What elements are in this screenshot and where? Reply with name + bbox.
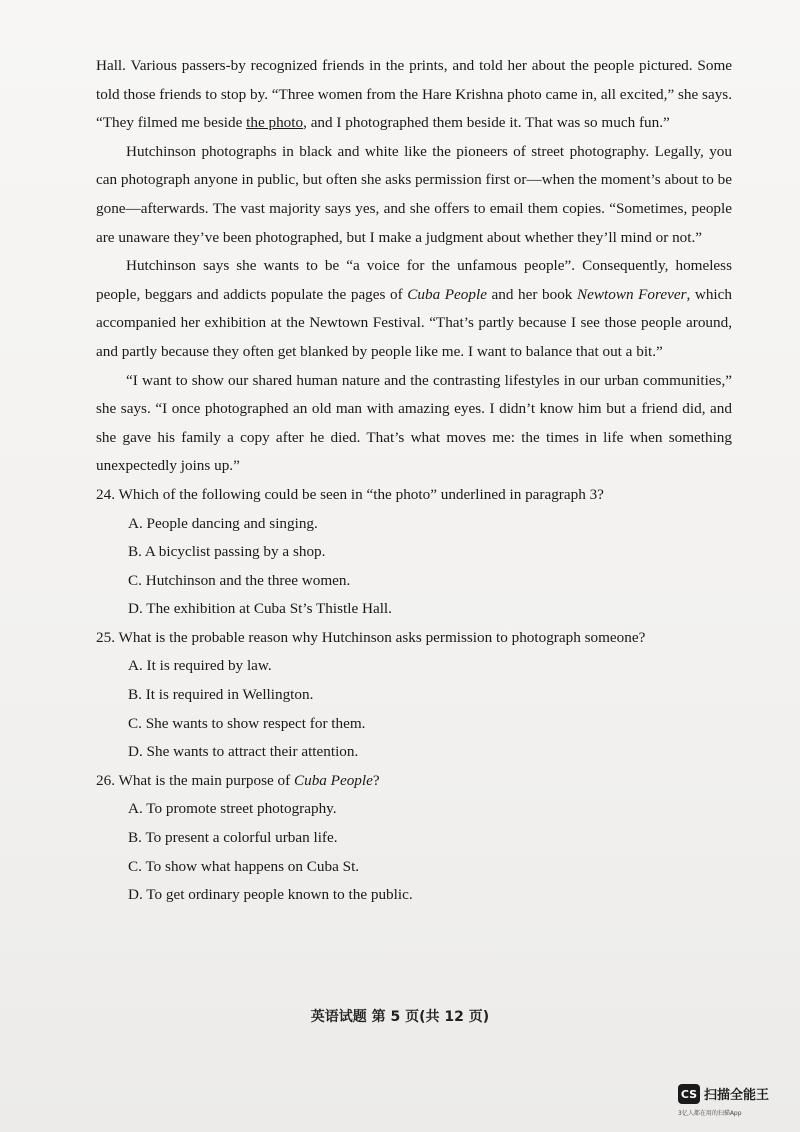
paragraph-4: “I want to show our shared human nature and the contrasting lifestyles in our urban communities,” she says. “I once photographed an old man with amazing eyes. I didn’t know him but a friend did, and she gave his family a copy after he died. That’s what moves me: the times in life when something unexpectedly joins up.” xyxy=(96,371,732,475)
scanner-watermark xyxy=(678,1082,788,1122)
scanner-app-name: 扫描全能王 xyxy=(704,1088,770,1103)
underlined-the-photo: the photo xyxy=(246,114,304,132)
option-c: C. To show what happens on Cuba St. xyxy=(128,857,360,875)
option-c: C. She wants to show respect for them. xyxy=(128,714,366,732)
option-a: A. It is required by law. xyxy=(128,657,272,675)
question-24 xyxy=(96,481,732,624)
option-b: B. To present a colorful urban life. xyxy=(128,829,338,847)
paragraph-3: Hutchinson says she wants to be “a voice for the unfamous people”. Consequently, homeless people, beggars and addicts populate the pages of Cuba People and her book Newtown Forever, which accompanied her exhibition at the Newtown Festival. “That’s partly because I see those people around, and partly because they often get blanked by people like me. I want to balance that out a bit.” xyxy=(96,257,732,360)
scanner-app-tagline: 3亿人都在用的扫描App xyxy=(678,1110,742,1117)
paragraph-2: Hutchinson photographs in black and white like the pioneers of street photography. Legally, you can photograph anyone in public, but often she asks permission first or—when the moment’s about to be gone—afterwards. The vast majority says yes, and she offers to email them copies. “Sometimes, people are unaware they’ve been photographed, but I make a judgment about whether they’ll mind or not.” xyxy=(96,142,732,246)
option-b: B. A bicyclist passing by a shop. xyxy=(128,543,326,561)
option-a: A. People dancing and singing. xyxy=(128,514,318,532)
question-26 xyxy=(96,767,732,910)
option-a: A. To promote street photography. xyxy=(128,800,337,818)
question-stem: 26. What is the main purpose of Cuba People? xyxy=(96,771,380,789)
page-content xyxy=(96,52,732,910)
question-25 xyxy=(96,624,732,767)
option-d: D. To get ordinary people known to the public. xyxy=(128,886,413,904)
paragraph-1: Hall. Various passers-by recognized friends in the prints, and told her about the people pictured. Some told those friends to stop by. “Three women from the Hare Krishna photo came in, all excited,” she says. “They filmed me beside the photo, and I photographed them beside it. That was so much fun.” xyxy=(96,57,732,132)
cs-logo-icon: CS xyxy=(678,1084,700,1104)
question-stem: 24. Which of the following could be seen in “the photo” underlined in paragraph 3? xyxy=(96,485,604,503)
title-newtown-forever: Newtown Forever xyxy=(577,285,687,303)
title-cuba-people: Cuba People xyxy=(407,285,487,303)
option-c: C. Hutchinson and the three women. xyxy=(128,571,351,589)
question-stem: 25. What is the probable reason why Hutchinson asks permission to photograph someone? xyxy=(96,628,646,646)
page-footer: 英语试题 第 5 页(共 12 页) xyxy=(310,1009,490,1025)
option-b: B. It is required in Wellington. xyxy=(128,686,314,704)
option-d: D. The exhibition at Cuba St’s Thistle Hall. xyxy=(128,600,392,618)
option-d: D. She wants to attract their attention. xyxy=(128,743,359,761)
